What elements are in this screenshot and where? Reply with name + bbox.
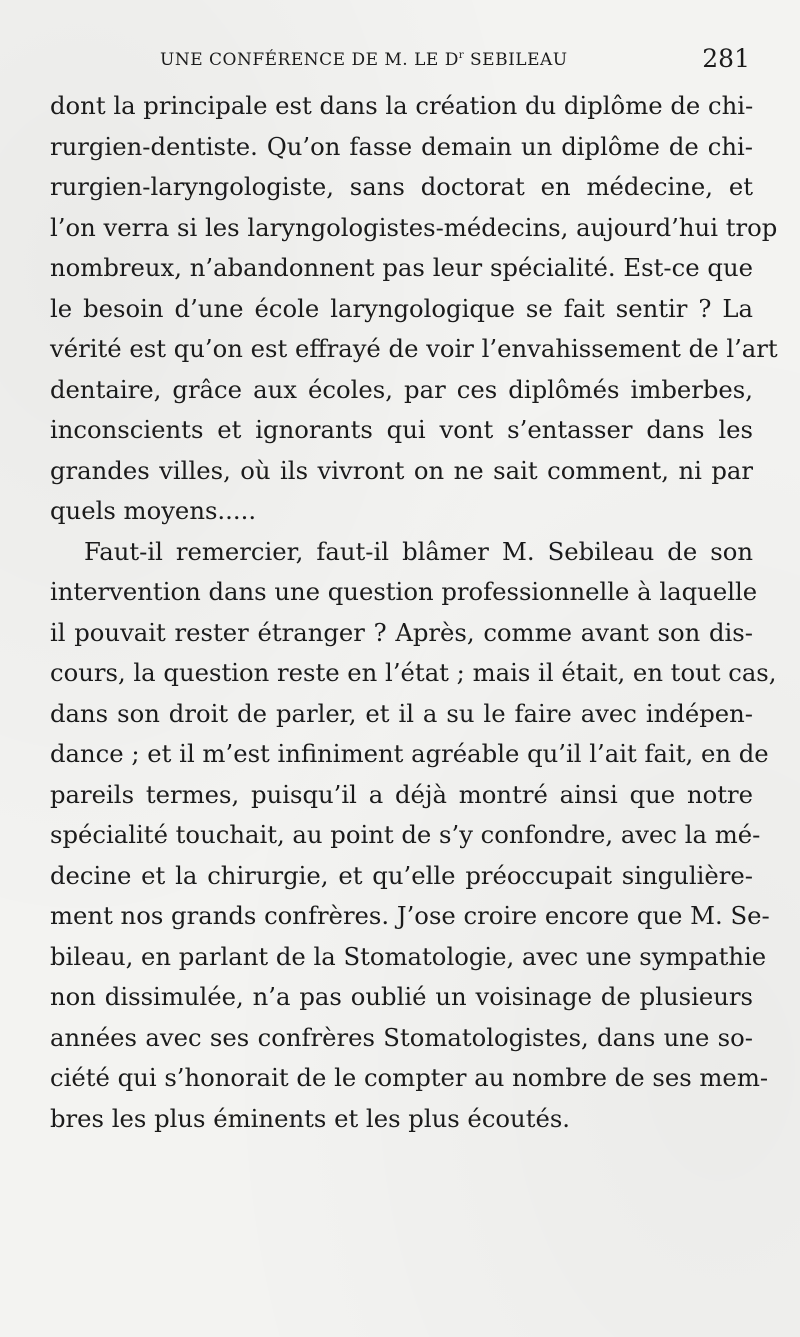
text-line: le besoin d’une école laryngologique se fait sentir ? La	[50, 293, 753, 323]
text-line: dont la principale est dans la création du diplôme de chi-	[50, 91, 754, 120]
text-line: ciété qui s’honorait de le compter au nombre de ses mem-	[50, 1063, 769, 1092]
text-line: spécialité touchait, au point de s’y confondre, avec la mé-	[50, 820, 761, 849]
text-line: Faut-il remercier, faut-il blâmer M. Sebileau de son	[84, 536, 753, 566]
text-line: cours, la question reste en l’état ; mais il était, en tout cas,	[50, 658, 777, 687]
body-text	[50, 86, 778, 1139]
text-line: bres les plus éminents et les plus écoutés.	[50, 1103, 571, 1133]
text-line: il pouvait rester étranger ? Après, comme avant son dis-	[50, 617, 753, 647]
text-line: ment nos grands confrères. J’ose croire encore que M. Se-	[50, 901, 770, 930]
text-line: dance ; et il m’est infiniment agréable qu’il l’ait fait, en de	[50, 739, 769, 768]
running-title-superscript: r	[458, 50, 465, 61]
running-header	[160, 44, 750, 76]
text-line: nombreux, n’abandonnent pas leur spécialité. Est-ce que	[50, 253, 753, 282]
text-line: l’on verra si les laryngologistes-médecins, aujourd’hui trop	[50, 212, 778, 242]
text-line: decine et la chirurgie, et qu’elle préoccupait singulière-	[50, 860, 753, 890]
text-line: non dissimulée, n’a pas oublié un voisinage de plusieurs	[50, 982, 753, 1011]
text-line: quels moyens.....	[50, 496, 257, 525]
text-line: dans son droit de parler, et il a su le faire avec indépen-	[50, 698, 753, 728]
text-line: pareils termes, puisqu’il a déjà montré ainsi que notre	[50, 779, 753, 809]
text-line: intervention dans une question professionnelle à laquelle	[50, 577, 758, 606]
text-line: années avec ses confrères Stomatologistes, dans une so-	[50, 1022, 753, 1052]
running-title	[160, 50, 568, 70]
text-line: inconscients et ignorants qui vont s’entasser dans les	[50, 415, 753, 444]
text-line: grandes villes, où ils vivront on ne sait comment, ni par	[50, 455, 753, 485]
text-line: rurgien-laryngologiste, sans doctorat en médecine, et	[50, 172, 753, 201]
text-line: bileau, en parlant de la Stomatologie, avec une sympathie	[50, 941, 767, 971]
text-line: rurgien-dentiste. Qu’on fasse demain un diplôme de chi-	[50, 131, 753, 161]
running-title-main: UNE CONFÉRENCE DE M. LE D	[160, 50, 459, 70]
page-number: 281	[702, 44, 750, 73]
text-line: dentaire, grâce aux écoles, par ces diplômés imberbes,	[50, 374, 753, 404]
text-line: vérité est qu’on est effrayé de voir l’envahissement de l’art	[50, 334, 778, 363]
running-title-end: SEBILEAU	[464, 50, 568, 70]
